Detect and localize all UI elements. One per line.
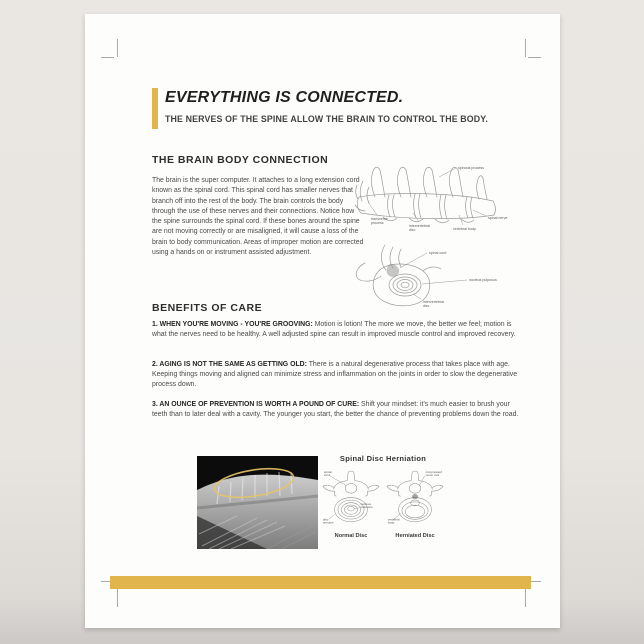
crop-mark-top-left-v (117, 39, 118, 57)
herniation-figure (322, 454, 444, 539)
vertebral-body-label: vertebral body (453, 227, 476, 231)
section-heading-benefits: BENEFITS OF CARE (152, 302, 263, 314)
hern-spinal-cord-label: spinal cord (323, 469, 332, 478)
spinal-nerve-label: spinal nerve (488, 216, 508, 220)
crop-mark-top-right-v (525, 39, 526, 57)
page-subtitle: THE NERVES OF THE SPINE ALLOW THE BRAIN TO CONTROL THE BODY. (165, 114, 488, 124)
herniated-disc-caption: Herniated Disc (395, 533, 435, 539)
benefit-2-text: There is a natural degenerative process that takes place with age. Keeping things moving and aligned can minimize stress and inflammation on the joints in order to slow the degenerative process down. (152, 361, 518, 389)
herniation-title: Spinal Disc Herniation (339, 454, 427, 463)
normal-disc-diagram (322, 467, 380, 531)
hern-disc-annulus-label: disc annulus (322, 517, 334, 525)
intervertebral-disc-label: intervertebral disc (409, 224, 430, 232)
herniated-disc-diagram (386, 467, 444, 531)
benefit-1-text: Motion is lotion! The more we move, the better we feel; motion is what the nerves need to be healthy. A well adjusted spine can result in improved muscle control and improved recovery. (152, 321, 516, 339)
spine-xray-image (197, 456, 318, 549)
page-title: EVERYTHING IS CONNECTED. (165, 89, 404, 106)
gold-footer-bar (110, 576, 531, 589)
spinous-process-label: spinous process (458, 166, 484, 170)
hern-compressed-nerve-root-label: compressed nerve root (425, 469, 442, 478)
benefit-2-label: 2. AGING IS NOT THE SAME AS GETTING OLD: (152, 361, 307, 368)
spinal-cord-label: spinal cord (429, 251, 447, 255)
crop-mark-bottom-left-v (117, 589, 118, 607)
hern-vertebral-body-label: vertebral body (387, 517, 400, 525)
benefit-item-1 (152, 320, 526, 340)
crop-mark-bottom-right-v (525, 589, 526, 607)
transverse-process-label: transverse process (371, 217, 388, 225)
normal-disc-caption: Normal Disc (334, 533, 368, 539)
gold-accent-bar (152, 88, 158, 129)
benefit-1-label: 1. WHEN YOU'RE MOVING - YOU'RE GROOVING: (152, 321, 313, 328)
benefit-3-label: 3. AN OUNCE OF PREVENTION IS WORTH A POUND OF CURE: (152, 401, 360, 408)
brain-body-paragraph: The brain is the super computer. It attaches to a long extension cord known as the spinal cord. This spinal cord has smaller nerves that branch off into the rest of the body. The brain controls the body through the use of these nerves and their connections. Notice how the spine surrounds the spinal cord. If these bones around the spine are not moving correctly or are misaligned, it will cause a loss of the brain to body communication. Areas of improper motion are corrected using a hands on or instrument assisted adjustment. (152, 177, 364, 257)
section-heading-brain-body: THE BRAIN BODY CONNECTION (152, 154, 329, 166)
intervertebral-disc-label-2: intervertebral disc (423, 300, 444, 308)
spine-anatomy-illustration (353, 157, 511, 312)
flyer-page (85, 14, 560, 628)
crop-mark-top-left-h (101, 57, 114, 58)
hern-nucleus-pulposus-label: nucleus pulposus (360, 501, 373, 510)
benefit-3-text: Shift your mindset: it's much easier to brush your teeth than to later deal with a cavity. The younger you start, the better the chance of preventing problems down the road. (152, 401, 519, 419)
nucleus-pulposus-label: nucleus pulposus (469, 278, 497, 282)
benefit-item-2 (152, 360, 526, 391)
benefit-item-3 (152, 400, 526, 420)
crop-mark-top-right-h (528, 57, 541, 58)
